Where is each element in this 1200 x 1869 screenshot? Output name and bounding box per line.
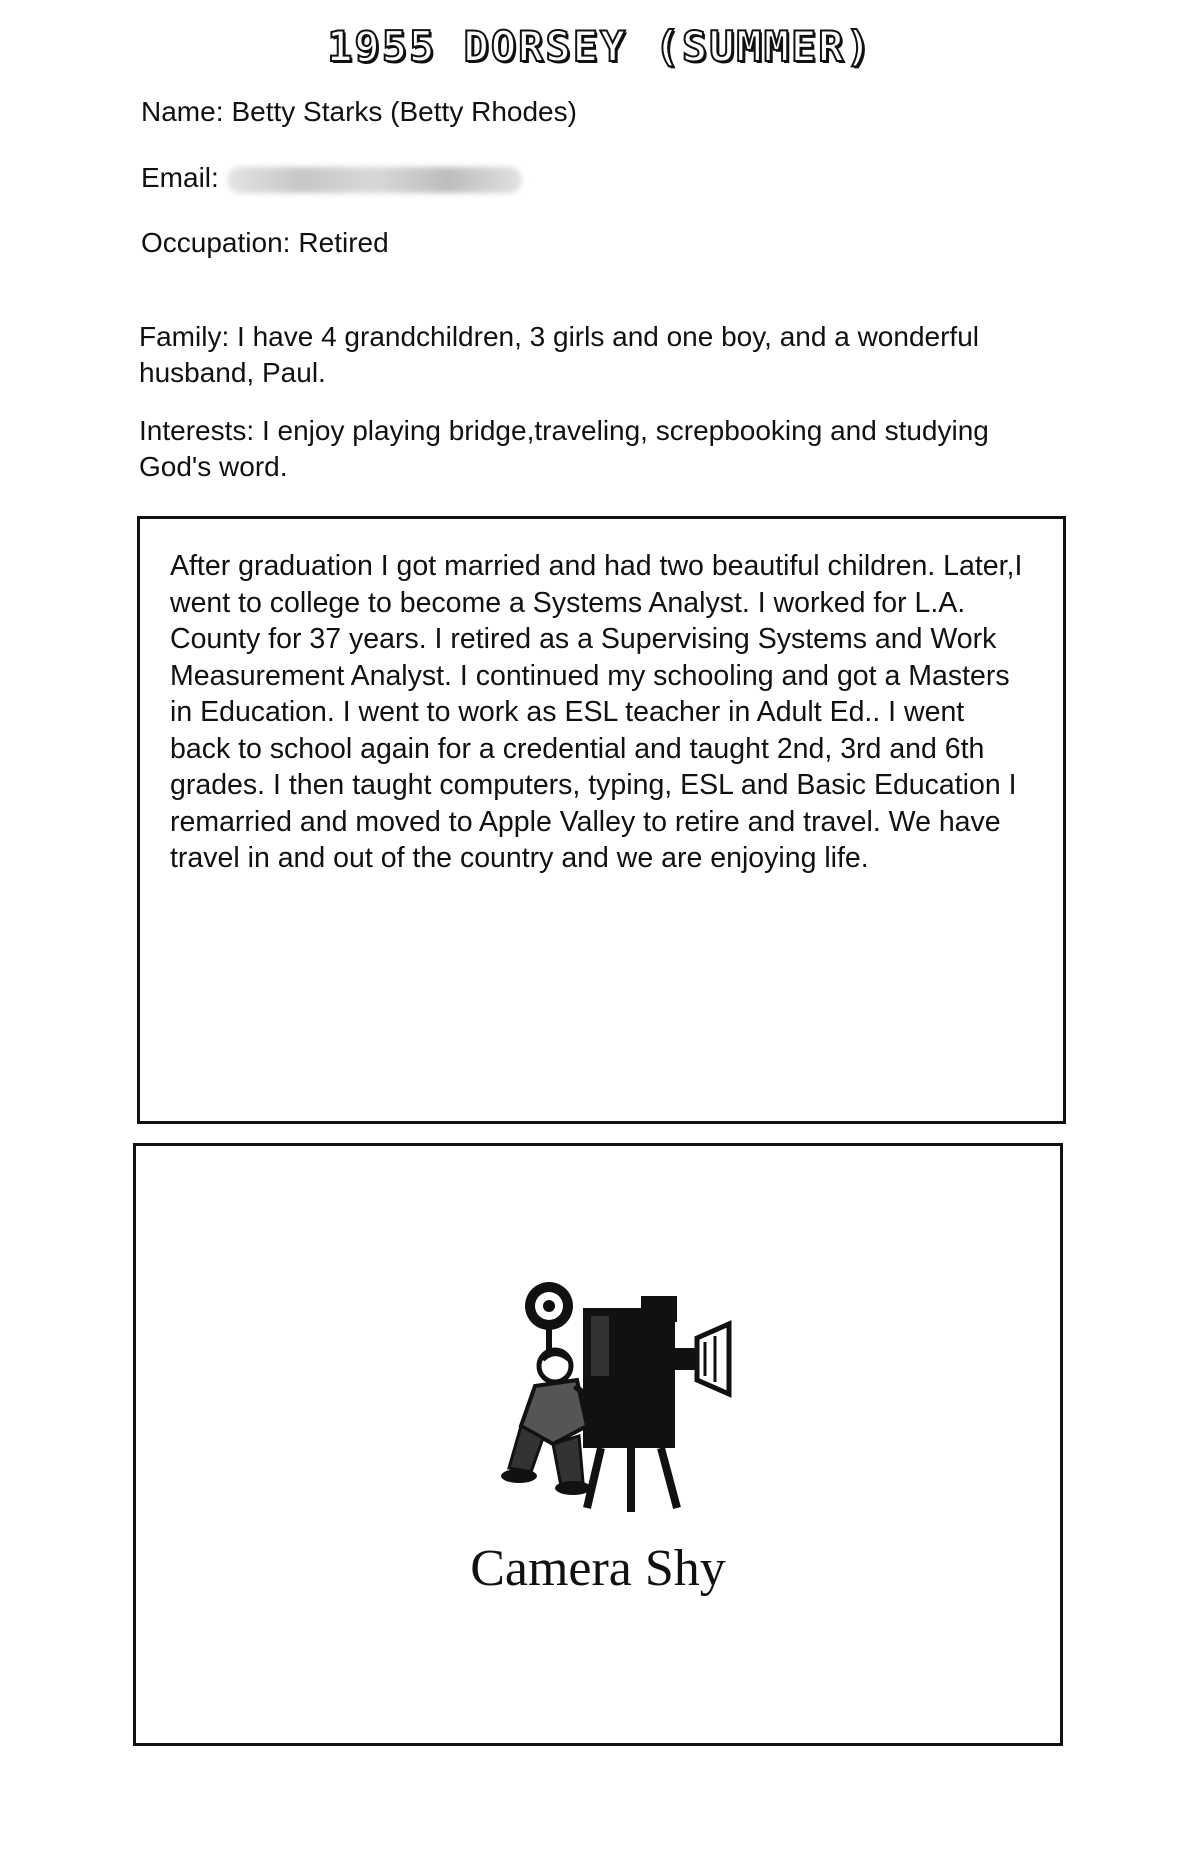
family-value: I have 4 grandchildren, 3 girls and one boy, and a wonderful husband, Paul. [139,321,979,388]
name-field [141,94,577,130]
name-value: Betty Starks (Betty Rhodes) [231,96,577,127]
email-field [141,160,522,196]
occupation-field [141,225,389,261]
page-title: 1955 DORSEY (SUMMER) [327,22,873,71]
family-paragraph [139,319,999,391]
interests-paragraph [139,413,999,485]
occupation-label: Occupation: [141,227,291,258]
occupation-value: Retired [298,227,389,258]
story-box [137,516,1066,1124]
interests-value: I enjoy playing bridge,traveling, screpbooking and studying God's word. [139,415,989,482]
family-label: Family: [139,321,230,352]
email-label: Email: [141,162,219,193]
story-text: After graduation I got married and had two beautiful children. Later,I went to college to become a Systems Analyst. I worked for L.A. County for 37 years. I retired as a Supervising Systems and Work Measurement Analyst. I continued my schooling and got a Masters in Education. I went to work as ESL teacher in Adult Ed.. I went back to school again for a credential and taught 2nd, 3rd and 6th grades. I then taught computers, typing, ESL and Basic Education I remarried and moved to Apple Valley to retire and travel. We have travel in and out of the country and we are enjoying life. [170,550,1023,874]
photo-box [133,1143,1063,1746]
name-label: Name: [141,96,224,127]
photo-caption: Camera Shy [470,1540,726,1597]
redacted-email [227,167,522,193]
movie-camera-operator-icon [491,1276,761,1526]
interests-label: Interests: [139,415,255,446]
